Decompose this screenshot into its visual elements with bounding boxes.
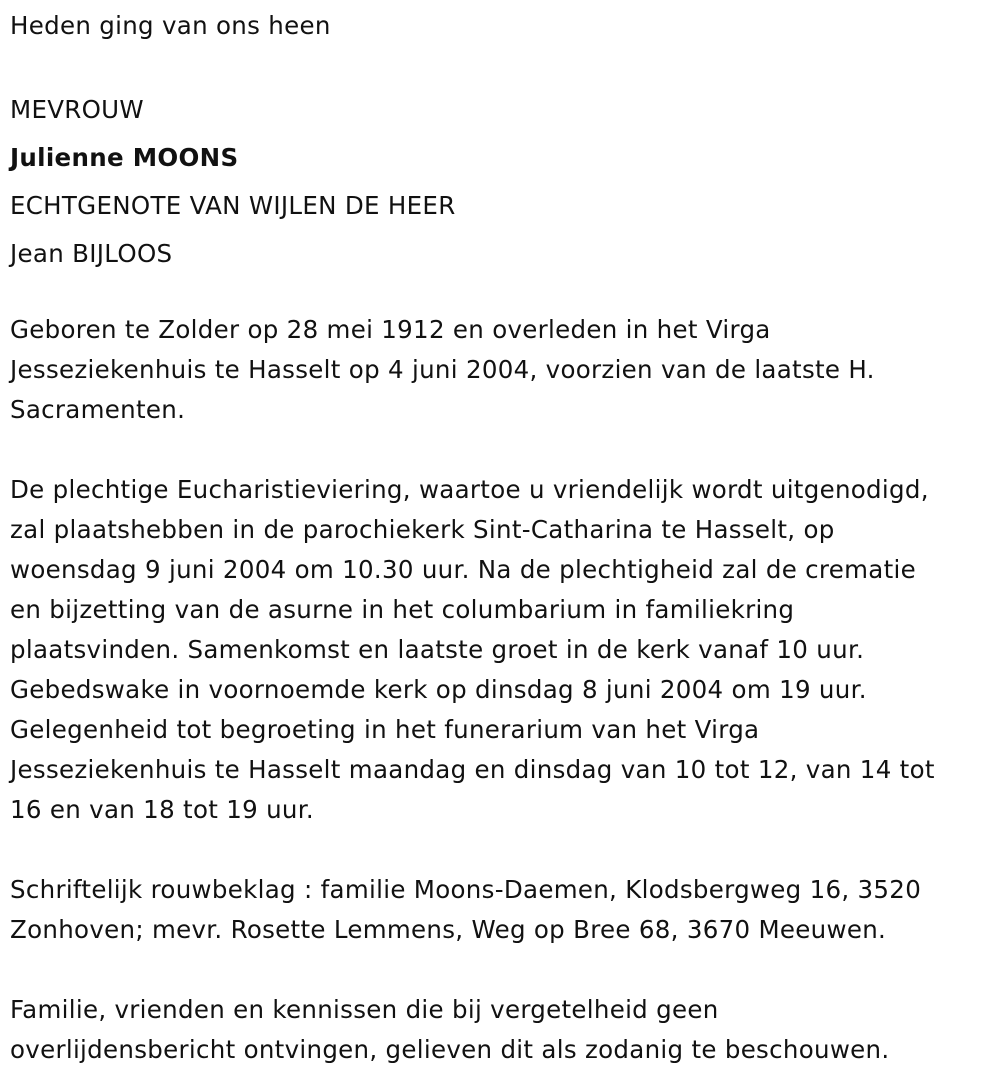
spacer (10, 46, 990, 86)
birth-paragraph (10, 310, 990, 430)
ceremony-paragraph (10, 470, 990, 830)
paragraph-line: woensdag 9 juni 2004 om 10.30 uur. Na de plechtigheid zal de crematie (10, 555, 917, 584)
deceased-name: Julienne MOONS (10, 143, 239, 172)
intro-text: Heden ging van ons heen (10, 11, 331, 40)
paragraph-line: Schriftelijk rouwbeklag : familie Moons-Daemen, Klodsbergweg 16, 3520 (10, 875, 922, 904)
paragraph-line: Gebedswake in voornoemde kerk op dinsdag 8 juni 2004 om 19 uur. (10, 675, 867, 704)
spacer (10, 278, 990, 310)
paragraph-line: Familie, vrienden en kennissen die bij vergetelheid geen (10, 995, 719, 1024)
obituary-notice (10, 6, 990, 1070)
paragraph-line: plaatsvinden. Samenkomst en laatste groet in de kerk vanaf 10 uur. (10, 635, 865, 664)
relation-text: ECHTGENOTE VAN WIJLEN DE HEER (10, 191, 456, 220)
paragraph-line: zal plaatshebben in de parochiekerk Sint-Catharina te Hasselt, op (10, 515, 835, 544)
paragraph-line: Geboren te Zolder op 28 mei 1912 en overleden in het Virga (10, 315, 771, 344)
spacer (10, 430, 990, 470)
paragraph-line: Jesseziekenhuis te Hasselt op 4 juni 2004, voorzien van de laatste H. (10, 355, 875, 384)
paragraph-line: en bijzetting van de asurne in het columbarium in familiekring (10, 595, 795, 624)
closing-paragraph (10, 990, 990, 1070)
paragraph-line: Gelegenheid tot begroeting in het funerarium van het Virga (10, 715, 760, 744)
honorific-title: MEVROUW (10, 95, 144, 124)
paragraph-line: 16 en van 18 tot 19 uur. (10, 795, 314, 824)
paragraph-line: Sacramenten. (10, 395, 186, 424)
spacer (10, 950, 990, 990)
paragraph-line: De plechtige Eucharistieviering, waartoe u vriendelijk wordt uitgenodigd, (10, 475, 929, 504)
spacer (10, 830, 990, 870)
paragraph-line: overlijdensbericht ontvingen, gelieven dit als zodanig te beschouwen. (10, 1035, 890, 1064)
paragraph-line: Zonhoven; mevr. Rosette Lemmens, Weg op Bree 68, 3670 Meeuwen. (10, 915, 887, 944)
spouse-name: Jean BIJLOOS (10, 239, 173, 268)
paragraph-line: Jesseziekenhuis te Hasselt maandag en dinsdag van 10 tot 12, van 14 tot (10, 755, 935, 784)
condolence-paragraph (10, 870, 990, 950)
